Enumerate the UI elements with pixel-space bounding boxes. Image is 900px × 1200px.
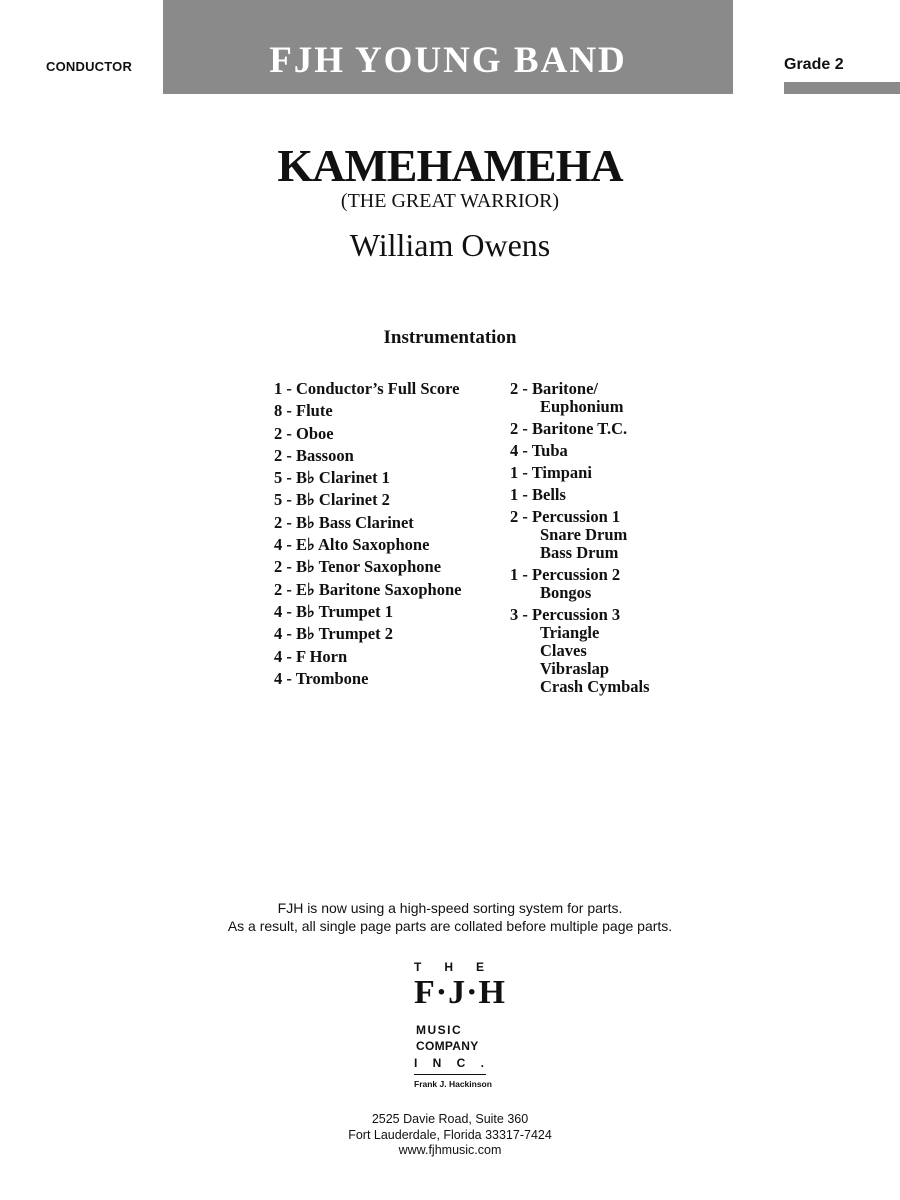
logo-initials: F·J·H [414, 974, 506, 1011]
instrument-item [510, 508, 650, 562]
instrument-item: 4 - B♭ Trumpet 2 [274, 624, 394, 644]
instrumentation-left-column [274, 380, 461, 692]
instrument-subpart: Euphonium [540, 397, 624, 416]
logo-rule [414, 1074, 486, 1075]
instrument-line: 2 - Percussion 1 [510, 507, 621, 526]
instrument-item: 4 - B♭ Trumpet 1 [274, 601, 394, 621]
instrument-item: 8 - Flute [274, 401, 333, 421]
instrument-line: 1 - Bells [510, 485, 566, 504]
instrument-line: 4 - Tuba [510, 441, 568, 460]
instrument-item: 2 - B♭ Bass Clarinet [274, 512, 414, 532]
piece-subtitle: (THE GREAT WARRIOR) [340, 190, 560, 212]
sorting-notice [0, 899, 900, 935]
fjh-logo [414, 960, 506, 1070]
instrument-line: 2 - Baritone/ [510, 379, 598, 398]
instrument-subpart: Crash Cymbals [540, 677, 650, 696]
instrument-subpart: Vibraslap [540, 659, 610, 678]
instrument-line: 3 - Percussion 3 [510, 605, 621, 624]
instrument-item: 2 - Bassoon [274, 445, 354, 465]
instrument-item: 4 - F Horn [274, 646, 348, 666]
logo-letter: T [414, 960, 422, 974]
instrumentation-heading: Instrumentation [383, 327, 517, 348]
instrument-item: 1 - Conductor’s Full Score [274, 379, 460, 398]
instrument-item: 2 - E♭ Baritone Saxophone [274, 579, 462, 599]
instrument-item: 5 - B♭ Clarinet 1 [274, 468, 390, 488]
address-city: Fort Lauderdale, Florida 33317-7424 [348, 1127, 552, 1142]
publisher-address [0, 1112, 900, 1159]
series-banner [163, 0, 733, 94]
instrument-item [510, 486, 650, 504]
part-label: CONDUCTOR [46, 59, 133, 74]
logo-letter: C [456, 1056, 466, 1070]
instrument-subpart: Bongos [540, 583, 592, 602]
instrument-line: 2 - Baritone T.C. [510, 419, 628, 438]
instrumentation-right-column [510, 380, 650, 700]
instrument-subpart: Snare Drum [540, 525, 628, 544]
instrument-subpart: Bass Drum [540, 543, 619, 562]
instrument-line: 1 - Timpani [510, 463, 592, 482]
grade-label: Grade 2 [784, 56, 844, 73]
address-website[interactable]: www.fjhmusic.com [398, 1143, 502, 1157]
address-street: 2525 Davie Road, Suite 360 [371, 1112, 529, 1126]
instrument-subpart: Triangle [540, 623, 600, 642]
instrument-item [510, 420, 650, 438]
logo-owner: Frank J. Hackinson [414, 1079, 492, 1089]
logo-letter: H [444, 960, 453, 974]
logo-letter: . [480, 1056, 484, 1070]
instrument-item [510, 566, 650, 602]
instrument-item: 4 - E♭ Alto Saxophone [274, 535, 430, 555]
instrument-item [510, 606, 650, 696]
notice-line-1: FJH is now using a high-speed sorting system for parts. [277, 900, 623, 916]
logo-letter: N [432, 1056, 442, 1070]
logo-the-row [414, 960, 484, 974]
logo-letter: I [414, 1056, 418, 1070]
logo-letter: E [475, 960, 484, 974]
instrument-item: 2 - Oboe [274, 423, 334, 443]
instrument-subpart: Claves [540, 641, 587, 660]
grade-bar [784, 82, 900, 94]
notice-line-2: As a result, all single page parts are collated before multiple page parts. [227, 918, 673, 934]
series-title: FJH YOUNG BAND [269, 40, 627, 81]
logo-inc-row [414, 1056, 484, 1070]
composer-name: William Owens [349, 227, 551, 263]
instrument-line: 1 - Percussion 2 [510, 565, 621, 584]
instrument-item: 4 - Trombone [274, 668, 369, 688]
logo-music: MUSIC [416, 1023, 463, 1037]
instrument-item [510, 380, 650, 416]
instrument-item [510, 464, 650, 482]
piece-title: KAMEHAMEHA [277, 140, 623, 191]
instrument-item [510, 442, 650, 460]
logo-company: COMPANY [416, 1039, 479, 1053]
instrument-item: 5 - B♭ Clarinet 2 [274, 490, 390, 510]
instrument-item: 2 - B♭ Tenor Saxophone [274, 557, 442, 577]
